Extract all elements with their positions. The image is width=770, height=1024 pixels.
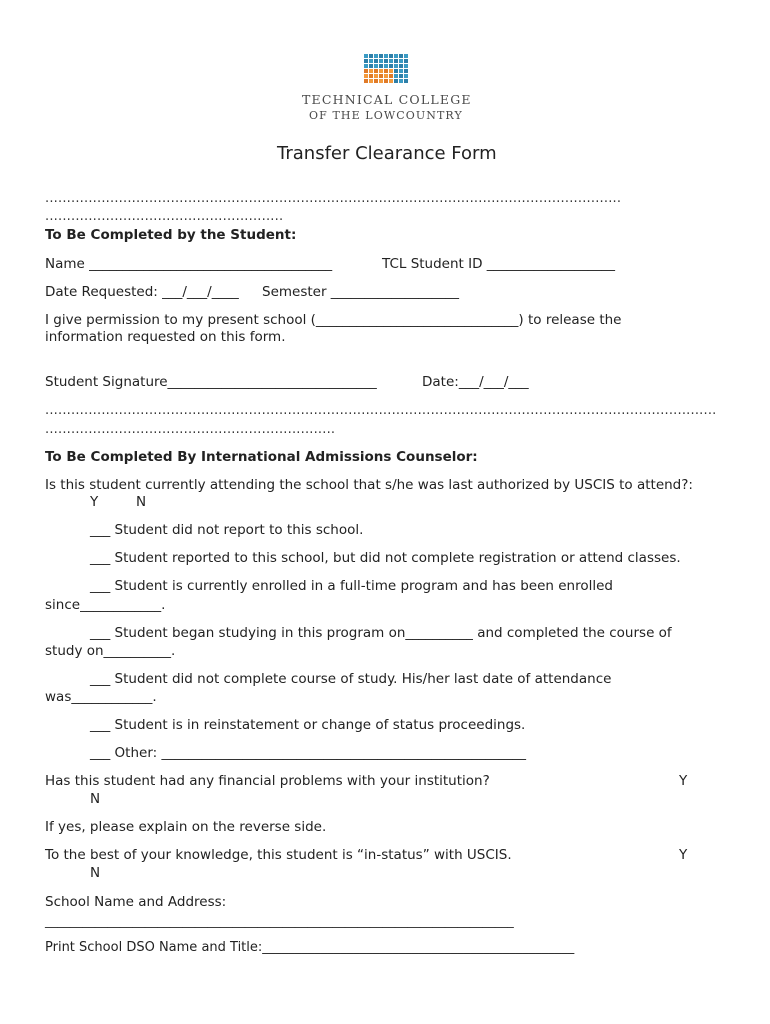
logo-square xyxy=(374,54,378,58)
separator-dots: ........................................................................................................................................................... xyxy=(45,403,717,418)
separator-dots: ....................................................... xyxy=(45,209,284,224)
counselor-section-heading: To Be Completed By International Admissions Counselor: xyxy=(45,449,478,465)
logo-square xyxy=(389,59,393,63)
financial-explain-note: If yes, please explain on the reverse side. xyxy=(45,819,327,835)
option-completed-date[interactable]: study on__________. xyxy=(45,643,176,659)
logo-text-line2: OF THE LOWCOUNTRY xyxy=(309,109,463,122)
logo-square xyxy=(384,59,388,63)
logo-square xyxy=(404,69,408,73)
logo-square xyxy=(389,79,393,83)
logo-square xyxy=(399,79,403,83)
student-signature-field[interactable]: Student Signature_______________________________ xyxy=(45,374,377,390)
logo-square xyxy=(364,74,368,78)
logo-square xyxy=(374,74,378,78)
date-requested-field[interactable]: Date Requested: ___/___/____ xyxy=(45,284,239,300)
option-reinstatement[interactable]: ___ Student is in reinstatement or change of status proceedings. xyxy=(90,717,526,733)
logo-square xyxy=(389,54,393,58)
logo-square xyxy=(379,64,383,68)
answer-no[interactable]: N xyxy=(90,865,101,881)
student-section-heading: To Be Completed by the Student: xyxy=(45,227,297,243)
school-name-label: School Name and Address: xyxy=(45,894,227,910)
option-other[interactable]: ___ Other: ______________________________________________________ xyxy=(90,745,526,761)
logo-square xyxy=(399,69,403,73)
logo-square xyxy=(364,54,368,58)
logo-square xyxy=(364,79,368,83)
logo-square xyxy=(389,69,393,73)
logo-square xyxy=(384,74,388,78)
option-did-not-complete[interactable]: ___ Student did not complete course of study. His/her last date of attendance xyxy=(90,671,612,687)
logo-square xyxy=(369,79,373,83)
logo-square xyxy=(369,59,373,63)
permission-statement: information requested on this form. xyxy=(45,329,286,345)
option-enrolled-since[interactable]: since____________. xyxy=(45,597,166,613)
logo-square xyxy=(364,69,368,73)
logo-square xyxy=(369,74,373,78)
logo-square xyxy=(379,69,383,73)
logo-square xyxy=(404,59,408,63)
page-title: Transfer Clearance Form xyxy=(277,143,497,164)
logo-square xyxy=(374,64,378,68)
question-in-status: To the best of your knowledge, this student is “in-status” with USCIS. xyxy=(45,847,512,863)
logo-square xyxy=(379,74,383,78)
answer-yes[interactable]: Y xyxy=(679,847,688,863)
answer-yes[interactable]: Y xyxy=(90,494,99,510)
logo-square xyxy=(394,59,398,63)
logo-square xyxy=(404,74,408,78)
separator-dots: ................................................................... xyxy=(45,422,336,437)
logo-square xyxy=(394,69,398,73)
student-id-field[interactable]: TCL Student ID ___________________ xyxy=(382,256,616,272)
answer-yes[interactable]: Y xyxy=(679,773,688,789)
logo-square xyxy=(379,54,383,58)
logo-square xyxy=(399,64,403,68)
logo-square xyxy=(384,64,388,68)
logo-square xyxy=(374,69,378,73)
logo-square xyxy=(389,74,393,78)
answer-no[interactable]: N xyxy=(136,494,147,510)
logo-text-line1: TECHNICAL COLLEGE xyxy=(302,92,472,107)
logo-square xyxy=(369,69,373,73)
logo-square xyxy=(384,79,388,83)
option-did-not-report[interactable]: ___ Student did not report to this school. xyxy=(90,522,364,538)
logo-square xyxy=(379,79,383,83)
semester-field[interactable]: Semester ___________________ xyxy=(262,284,460,300)
logo-grid-icon xyxy=(364,54,408,84)
question-attending: Is this student currently attending the school that s/he was last authorized by USCIS to attend?: xyxy=(45,477,693,493)
school-name-field[interactable]: ___________________________________________________________________________ xyxy=(45,913,514,928)
logo-square xyxy=(384,54,388,58)
logo-square xyxy=(399,54,403,58)
signature-date-field[interactable]: Date:___/___/___ xyxy=(422,374,529,390)
question-financial: Has this student had any financial problems with your institution? xyxy=(45,773,490,789)
separator-dots: ..................................................................................................................................... xyxy=(45,191,622,206)
logo-square xyxy=(374,79,378,83)
option-last-attendance[interactable]: was____________. xyxy=(45,689,157,705)
name-field[interactable]: Name ____________________________________ xyxy=(45,256,333,272)
logo-square xyxy=(394,64,398,68)
logo-square xyxy=(364,59,368,63)
logo-square xyxy=(374,59,378,63)
logo-square xyxy=(394,79,398,83)
permission-statement: I give permission to my present school (______________________________) to release the xyxy=(45,312,622,328)
logo-square xyxy=(364,64,368,68)
logo-square xyxy=(394,54,398,58)
option-did-not-register[interactable]: ___ Student reported to this school, but did not complete registration or attend classes. xyxy=(90,550,681,566)
option-completed[interactable]: ___ Student began studying in this program on__________ and completed the course of xyxy=(90,625,672,641)
logo-square xyxy=(369,64,373,68)
option-enrolled[interactable]: ___ Student is currently enrolled in a full-time program and has been enrolled xyxy=(90,578,613,594)
logo-square xyxy=(404,54,408,58)
logo-square xyxy=(394,74,398,78)
logo-square xyxy=(389,64,393,68)
logo-square xyxy=(399,74,403,78)
logo-square xyxy=(399,59,403,63)
logo-square xyxy=(404,79,408,83)
logo-square xyxy=(404,64,408,68)
logo-square xyxy=(384,69,388,73)
logo-square xyxy=(369,54,373,58)
dso-name-field[interactable]: Print School DSO Name and Title:________________________________________________ xyxy=(45,940,575,955)
logo-square xyxy=(379,59,383,63)
answer-no[interactable]: N xyxy=(90,791,101,807)
